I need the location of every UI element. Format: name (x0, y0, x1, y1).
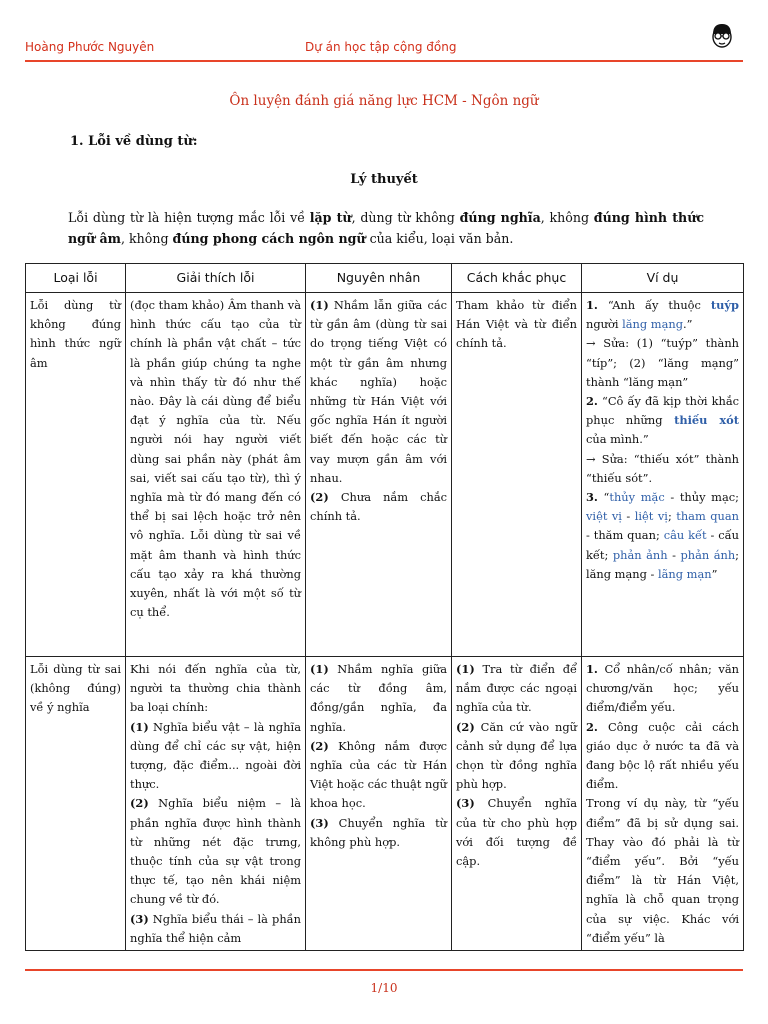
table-row (26, 293, 744, 657)
explanation-cell: (đọc tham khảo) Âm thanh và hình thức cấu tạo của từ chính là phần vật chất – tức là phần giúp chúng ta nghe và nhìn thấy từ đó như thế nào. Đây là cái dùng để biểu đạt ý nghĩa của từ. Nếu người nói hay người viết dùng sai phần này (phát âm sai, viết sai cấu tạo từ), thì ý nghĩa mà từ đó mang đến có thể bị sai lệch hoặc trở nên vô nghĩa. Lỗi dùng từ sai về mặt âm thanh và hình thức cấu tạo xảy ra khá thường xuyên, nhất là với một số từ cụ thể. (126, 293, 306, 657)
face-logo-icon (709, 22, 735, 48)
explanation-cell: Khi nói đến nghĩa của từ, người ta thường chia thành ba loại chính: (1) Nghĩa biểu vật – là nghĩa dùng để chỉ các sự vật, hiện tượng, đặc điểm... ngoài đời thực. (2) Nghĩa biểu niệm – là phần nghĩa được hình thành từ những nét đặc trưng, thuộc tính của sự vật trong thực tế, tạo nên khái niệm chung về từ đó. (3) Nghĩa biểu thái – là phần nghĩa thể hiện cảm (126, 657, 306, 951)
header-example: Ví dụ (582, 264, 744, 293)
error-type-cell: Lỗi dùng từ không đúng hình thức ngữ âm (26, 293, 126, 657)
section-heading: 1. Lỗi về dùng từ: (70, 134, 198, 149)
fix-cell: Tham khảo từ điển Hán Việt và từ điển chính tả. (452, 293, 582, 657)
document-title: Ôn luyện đánh giá năng lực HCM - Ngôn ngữ (229, 93, 539, 109)
page-header (25, 36, 743, 62)
author-name: Hoàng Phước Nguyên (25, 40, 155, 54)
fix-cell: (1) Tra từ điển để nắm được các ngoại nghĩa của từ. (2) Căn cứ vào ngữ cảnh sử dụng để lựa chọn từ đồng nghĩa phù hợp. (3) Chuyển nghĩa của từ cho phù hợp với đối tượng đề cập. (452, 657, 582, 951)
example-cell: 1. “Anh ấy thuộc tuýp người lăng mạng.” → Sửa: (1) “tuýp” thành “típ”; (2) “lăng mạng” thành “lăng mạn” 2. “Cô ấy đã kịp thời khắc phục những thiếu xót của mình.” → Sửa: “thiếu xót” thành “thiếu sót”. 3. “thủy mặc - thủy mạc; việt vị - liệt vị; tham quan - thăm quan; câu kết - cấu kết; phản ảnh - phản ánh; lăng mạng - lãng mạn” (582, 293, 744, 657)
error-table (25, 263, 744, 951)
project-name: Dự án học tập cộng đồng (305, 40, 457, 54)
cause-cell: (1) Nhầm lẫn giữa các từ gần âm (dùng từ sai do trọng tiếng Việt có một từ gần âm nhưng khác nghĩa) hoặc những từ Hán Việt với gốc nghĩa Hán ít người biết đến hoặc các từ vay mượn gần âm với nhau. (2) Chưa nắm chắc chính tả. (306, 293, 452, 657)
intro-paragraph: Lỗi dùng từ là hiện tượng mắc lỗi về lặp từ, dùng từ không đúng nghĩa, không đúng hình thức ngữ âm, không đúng phong cách ngôn ngữ của kiểu, loại văn bản. (68, 210, 705, 246)
header-fix: Cách khắc phục (452, 264, 582, 293)
subsection-heading: Lý thuyết (350, 172, 418, 187)
example-cell: 1. Cổ nhân/cố nhân; văn chương/văn học; yếu điểm/điểm yếu. 2. Công cuộc cải cách giáo dục ở nước ta đã và đang bộc lộ rất nhiều yếu điểm. Trong ví dụ này, từ “yếu điểm” đã bị sử dụng sai. Thay vào đó phải là từ “điểm yếu”. Bởi “yếu điểm” là từ Hán Việt, nghĩa là chỗ quan trọng của sự việc. Khác với “điểm yếu” là (582, 657, 744, 951)
page-number: 1/10 (370, 981, 398, 995)
footer-rule (25, 969, 743, 971)
header-type: Loại lỗi (26, 264, 126, 293)
header-cause: Nguyên nhân (306, 264, 452, 293)
table-header-row (26, 264, 744, 293)
header-explain: Giải thích lỗi (126, 264, 306, 293)
error-type-cell: Lỗi dùng từ sai (không đúng) về ý nghĩa (26, 657, 126, 951)
table-row (26, 657, 744, 951)
cause-cell: (1) Nhầm nghĩa giữa các từ đồng âm, đồng/gần nghĩa, đa nghĩa. (2) Không nắm được nghĩa của các từ Hán Việt hoặc các thuật ngữ khoa học. (3) Chuyển nghĩa từ không phù hợp. (306, 657, 452, 951)
